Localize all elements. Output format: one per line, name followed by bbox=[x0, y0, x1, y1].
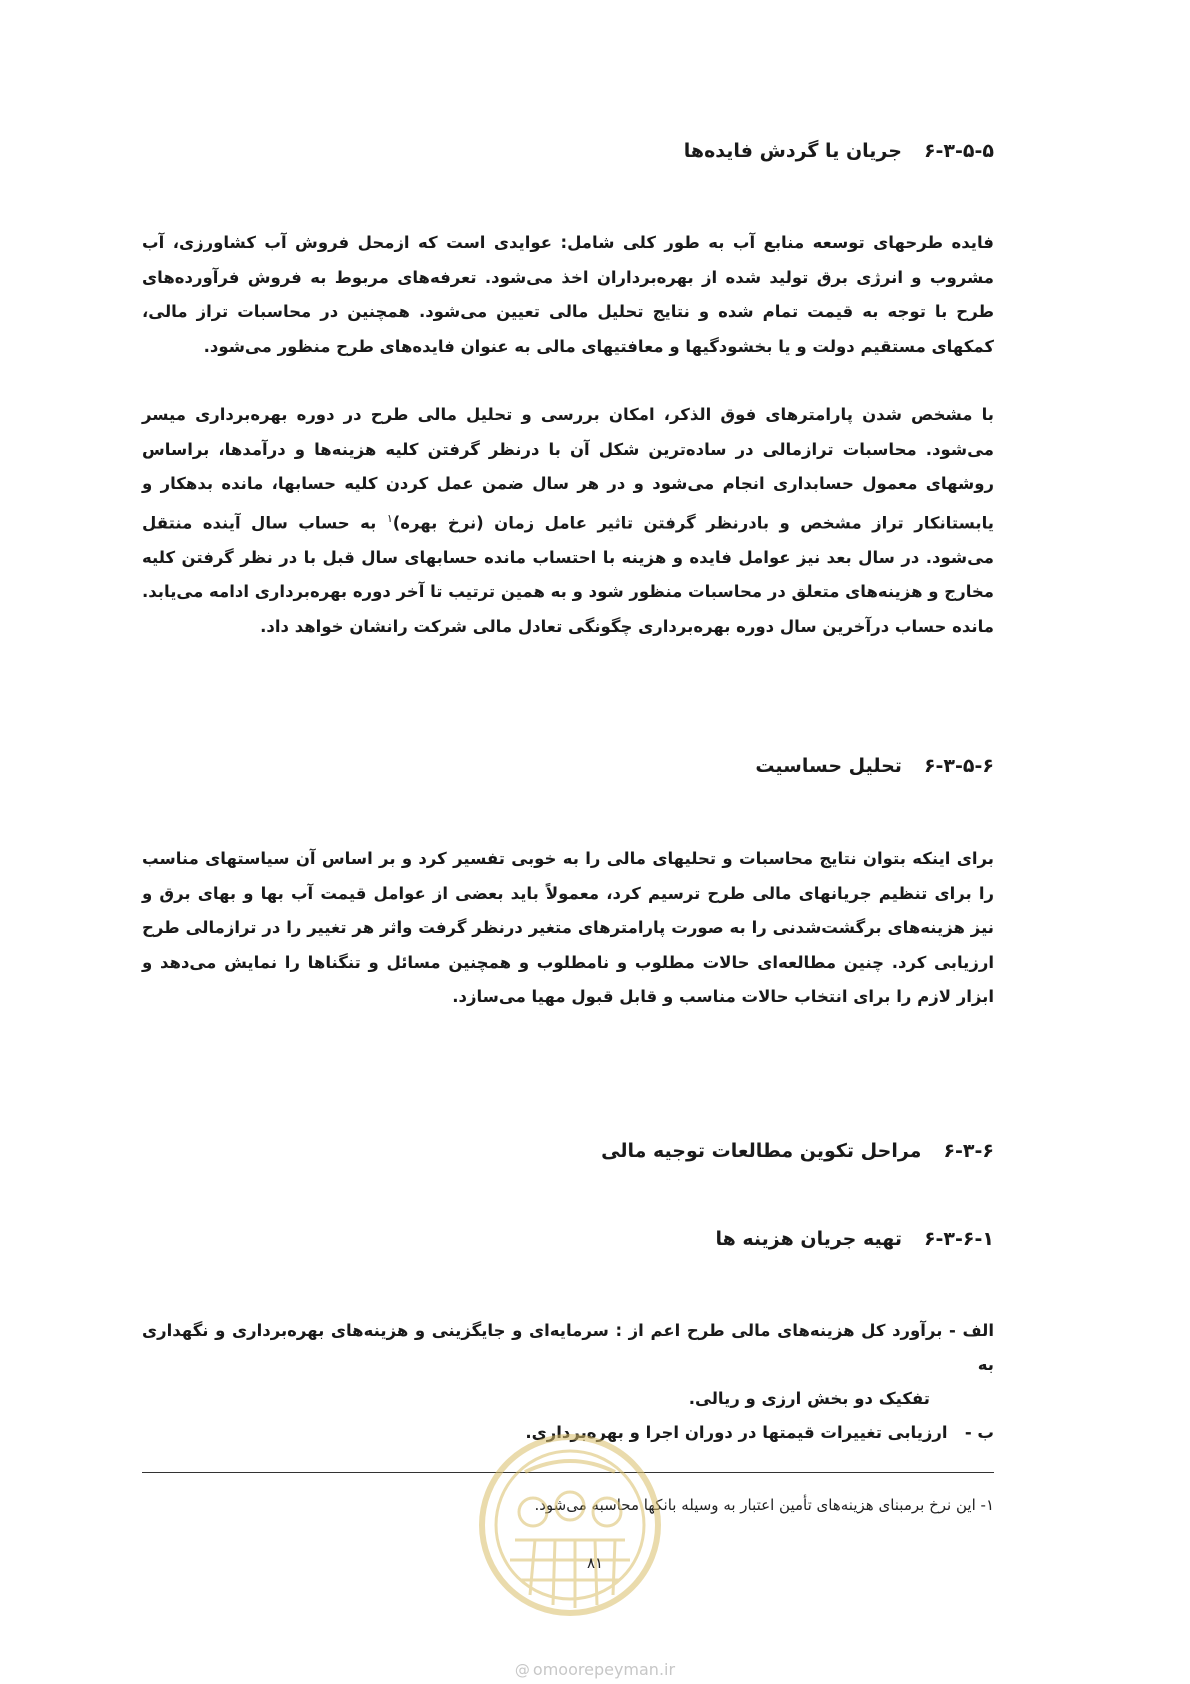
section-title: تهیه جریان هزینه ها bbox=[715, 1228, 902, 1250]
list-marker: ب - bbox=[964, 1423, 994, 1442]
section-title: تحلیل حساسیت bbox=[755, 755, 902, 777]
paragraph-sensitivity: برای اینکه بتوان نتایج محاسبات و تحلیهای مالی را به خوبی تفسیر کرد و بر اساس آن سیاستهای مناسب را برای تنظیم جریانهای مالی طرح ترسیم کرد، معمولاً باید بعضی از عوامل قیمت آب بها و بهای برق و نیز هزینه‌های برگشت‌شدنی را به صورت پارامترهای متغیر درنظر گرفت واثر هر تغییر را در ترازمالی طرح ارزیابی کرد. چنین مطالعه‌ای حالات مطلوب و نامطلوب و همچنین مسائل و تنگناها را نمایش می‌دهد و ابزار لازم را برای انتخاب حالات مناسب و قابل قبول مهیا می‌سازد. bbox=[142, 849, 994, 1006]
page-number: ۸۱ bbox=[586, 1554, 604, 1572]
list-item-text: برآورد کل هزینه‌های مالی طرح اعم از : سرمایه‌ای و جایگزینی و هزینه‌های بهره‌برداری و نگهداری به bbox=[142, 1321, 994, 1374]
list-item-alef bbox=[142, 1314, 994, 1416]
section-title: جریان یا گردش فایده‌ها bbox=[683, 140, 902, 162]
list-item-text-continued: تفکیک دو بخش ارزی و ریالی. bbox=[688, 1389, 930, 1408]
footnote-reference: ۱ bbox=[386, 511, 393, 525]
section-title: مراحل تکوین مطالعات توجیه مالی bbox=[601, 1140, 922, 1162]
section-heading-benefits-flow bbox=[684, 140, 994, 162]
list-marker: الف - bbox=[949, 1321, 994, 1340]
watermark-site bbox=[0, 1660, 1190, 1679]
paragraph-financial-balance bbox=[142, 398, 994, 644]
paragraph-text-part: به حساب سال آینده منتقل می‌شود. در سال بعد نیز عوامل فایده و هزینه با احتساب مانده حسابهای سال قبل با در نظر گرفتن کلیه مخارج و هزینه‌های متعلق در محاسبات منظور شود و به همین ترتیب تا آخر دوره بهره‌برداری ادامه می‌یابد. مانده حساب درآخرین سال دوره بهره‌برداری چگونگی تعادل مالی شرکت رانشان خواهد داد. bbox=[142, 513, 994, 636]
section-heading-cost-flow bbox=[715, 1228, 994, 1250]
at-icon: @ bbox=[514, 1661, 530, 1679]
section-heading-feasibility-stages bbox=[601, 1140, 994, 1162]
section-number: ۶-۳-۶ bbox=[943, 1140, 994, 1162]
footnote: ۱- این نرخ برمبنای هزینه‌های تأمین اعتبار به وسیله بانکها محاسبه می‌شود. bbox=[534, 1496, 994, 1514]
section-number: ۶-۳-۵-۵ bbox=[923, 140, 994, 162]
watermark-site-text: omoorepeyman.ir bbox=[532, 1660, 676, 1679]
section-number: ۶-۳-۶-۱ bbox=[923, 1228, 994, 1250]
section-number: ۶-۳-۵-۶ bbox=[923, 755, 994, 777]
watermark-seal-logo bbox=[475, 1420, 665, 1640]
list-item-text: ارزیابی تغییرات قیمتها در دوران اجرا و بهره‌برداری. bbox=[525, 1423, 948, 1442]
section-heading-sensitivity bbox=[755, 755, 994, 777]
paragraph-benefits-intro: فایده طرحهای توسعه منابع آب به طور کلی شامل: عوایدی است که ازمحل فروش آب کشاورزی، آب مشروب و انرژی برق تولید شده از بهره‌برداران اخذ می‌شود. تعرفه‌های مربوط به فروش فرآورده‌های طرح با توجه به قیمت تمام شده و نتایج تحلیل مالی تعیین می‌شود. همچنین در محاسبات تراز مالی، کمکهای مستقیم دولت و یا بخشودگیها و معافتیهای مالی به عنوان فایده‌های طرح منظور می‌شود. bbox=[142, 233, 994, 356]
paragraph-text-part: با مشخص شدن پارامترهای فوق الذکر، امکان بررسی و تحلیل مالی طرح در دوره بهره‌برداری میسر می‌شود. محاسبات ترازمالی در ساده‌ترین شکل آن با درنظر گرفتن کلیه هزینه‌ها و درآمدها، براساس روشهای معمول حسابداری انجام می‌شود و در هر سال ضمن عمل کردن کلیه حسابها، مانده بدهکار و یابستانکار تراز مشخص و بادرنظر گرفتن تاثیر عامل زمان (نرخ بهره) bbox=[142, 405, 994, 532]
